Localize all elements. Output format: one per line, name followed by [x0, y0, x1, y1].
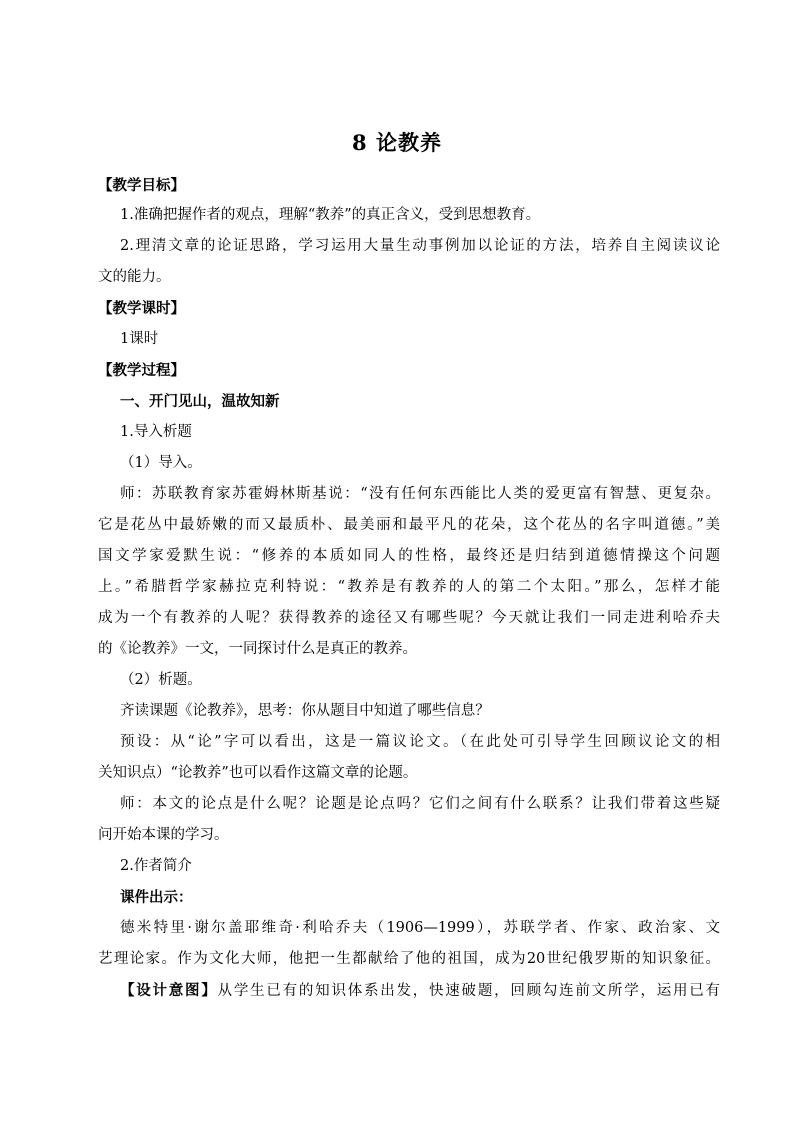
item-author-title: 2.作者简介: [120, 858, 192, 874]
paragraph-line: 师：本文的论点是什么呢？论题是论点吗？它们之间有什么联系？让我们带着这些疑: [120, 796, 720, 812]
item-intro-title: 1.导入析题: [120, 424, 192, 440]
section-heading-hours: 【教学课时】: [98, 300, 185, 317]
courseware-label: 课件出示：: [120, 889, 193, 906]
paragraph-line: 德米特里·谢尔盖耶维奇·利哈乔夫（1906—1999），苏联学者、作家、政治家、文: [120, 920, 720, 936]
paragraph-line: 上。”希腊哲学家赫拉克利特说：“教养是有教养的人的第二个太阳。”那么，怎样才能: [98, 579, 720, 595]
paragraph-line: 成为一个有教养的人呢？获得教养的途径又有哪些呢？今天就让我们一同走进利哈乔夫: [98, 610, 720, 626]
paragraph-line: 关知识点）“论教养”也可以看作这篇文章的论题。: [98, 765, 418, 781]
paragraph-line: 师：苏联教育家苏霍姆林斯基说：“没有任何东西能比人类的爱更富有智慧、更复杂。: [120, 486, 720, 502]
objective-1: 1.准确把握作者的观点，理解“教养”的真正含义，受到思想教育。: [120, 207, 541, 223]
subheading-opening: 一、开门见山，温故知新: [120, 393, 280, 410]
paragraph-line: 它是花丛中最娇嫩的而又最质朴、最美丽和最平凡的花朵，这个花丛的名字叫道德。”美: [98, 517, 720, 533]
objective-2-line-2: 文的能力。: [98, 269, 171, 285]
paragraph-line: 问开始本课的学习。: [98, 827, 229, 843]
objective-2-line-1: 2.理清文章的论证思路，学习运用大量生动事例加以论证的方法，培养自主阅读议论: [120, 238, 720, 254]
section-heading-objectives: 【教学目标】: [98, 177, 185, 194]
item-intro-sub: （1）导入。: [120, 455, 202, 471]
design-intent-text: 从学生已有的知识体系出发，快速破题，回顾勾连前文所学，运用已有: [217, 983, 720, 999]
design-intent-line: [120, 975, 720, 1007]
paragraph-line: 预设：从“论”字可以看出，这是一篇议论文。（在此处可引导学生回顾议论文的相: [120, 734, 720, 750]
paragraph-line: 的《论教养》一文，一同探讨什么是真正的教养。: [98, 641, 417, 657]
paragraph-line: 齐读课题《论教养》，思考：你从题目中知道了哪些信息？: [120, 703, 490, 719]
document-title: 8 论教养: [352, 130, 442, 155]
section-heading-process: 【教学过程】: [98, 362, 185, 379]
paragraph-line: 国文学家爱默生说：“修养的本质如同人的性格，最终还是归结到道德情操这个问题: [98, 548, 720, 564]
paragraph-line: 艺理论家。作为文化大师，他把一生都献给了他的祖国，成为20世纪俄罗斯的知识象征。: [98, 951, 720, 967]
item-analysis-sub: （2）析题。: [120, 672, 202, 688]
design-intent-label: 【设计意图】: [120, 982, 218, 999]
hours-value: 1课时: [120, 331, 159, 347]
